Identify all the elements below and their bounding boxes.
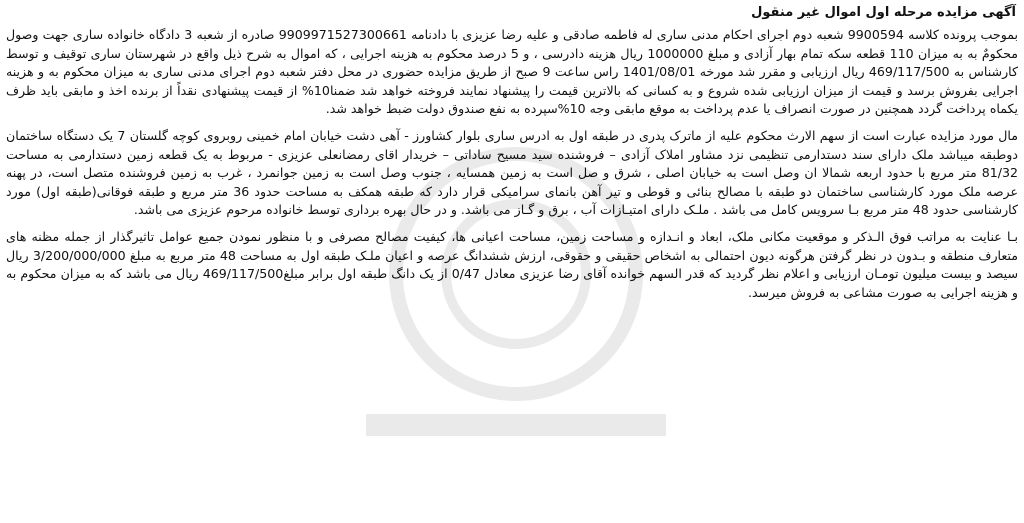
paragraph-case-details: بموجب پرونده کلاسه 9900594 شعبه دوم اجرای احکام مدنی ساری له فاطمه صادقی و علیه رضا عزیزی با دادنامه 9909971527300661 صادره از شعبه 3 دادگاه خانواده ساری جهت وصول محکومٌ به به میزان 110 قطعه سکه تمام بهار آزادی و مبلغ 1000000 ریال هزینه دادرسی ، و 5 درصد محکوم به هزینه اجرایی ، که اموال به شرح ذیل واقع در شهرستان ساری توقیف و توسط کارشناس به 469/117/500 ریال ارزیابی و مقرر شد مورخه 1401/08/01 راس ساعت 9 صبح از طریق مزایده حضوری در محل دفتر شعبه دوم اجرای مدنی ساری به میزان محکوم به و هزینه اجرایی بفروش برسد و قیمت از میزان ارزیابی شده شروع و به کسانی که بالاترین قیمت را پیشنهاد نمایند فروخته خواهد شد ضمنا10% از قیمت پیشنهادی نقداً از برنده اخذ و مابقی باید ظرف یکماه پرداخت گردد همچنین در صورت انصراف یا عدم پرداخت به موقع مابقی وجه 10%سپرده به نفع صندوق دولت ضبط خواهد شد. — [6, 27, 1018, 117]
notice-title: آگهی مزایده مرحله اول اموال غیر منقول — [751, 5, 1016, 20]
paragraph-property-description: مال مورد مزایده عبارت است از سهم الارث محکوم علیه از ماترک پدری در طبقه اول به ادرس ساری بلوار کشاورز - آهی دشت خیابان امام خمینی روبروی کوچه گلستان 7 یک دستگاه ساختمان دوطبقه میباشد ملک دارای سند دستدارمی تنظیمی نزد مشاور املاک آزادی – فروشنده سید مسیح ساداتی – خریدار اقای رمضانعلی عزیزی - مربوط به یک قطعه زمین دستدارمی به مساحت 81/32 متر مربع با حدود اربعه شمالا ان وصل است به خیابان اصلی ، شرق و صل است به زمین همسایه ، جنوب وصل است به زمین جوانمرد ، غرب به زمین فروشنده متصل است، در پهنه عرصه ملک مورد کارشناسی ساختمان دو طبقه با مصالح بنائی و قوطی و تیر آهن بانمای سرامیکی قرار دارد که طبقه همکف به مساحت حدود 36 متر مربع و طبقه فوقانی(طبقه اول) مورد کارشناسی حدود 48 متر مربع بـا سرویس کامل می باشد . ملـک دارای امتیـازات آب ، برق و گـاز می باشد. و در حال بهره برداری توسط خانواده مرحوم عزیزی می باشد. — [6, 128, 1018, 218]
auction-notice — [6, 4, 1018, 519]
paragraph-valuation: بـا عنایت به مراتب فوق الـذکر و موقعیت مکانی ملک، ابعاد و انـدازه و مساحت زمین، مساحت اعیانی ها، کیفیت مصالح مصرفی و با منظور نمودن جمیع عوامل تاثیرگذار از جمله مظنه های متعارف منطقه و بـدون در نظر گرفتن هرگونه دیون احتمالی به اشخاص حقیقی و حقوقی، ارزش ششدانگ عرصه و اعیان ملـک طبقه اول به مساحت 48 متر مربع به مبلغ 3/200/000/000 ریال سیصد و بیست میلیون تومـان ارزیابی و اعلام نظر گردید که قدر السهم خوانده آقای رضا عزیزی معادل 0/47 از یک دانگ طبقه اول برابر مبلغ469/117/500 ریال می باشد که به میزان محکوم به و هزینه اجرایی به صورت مشاعی به فروش میرسد. — [6, 229, 1018, 300]
